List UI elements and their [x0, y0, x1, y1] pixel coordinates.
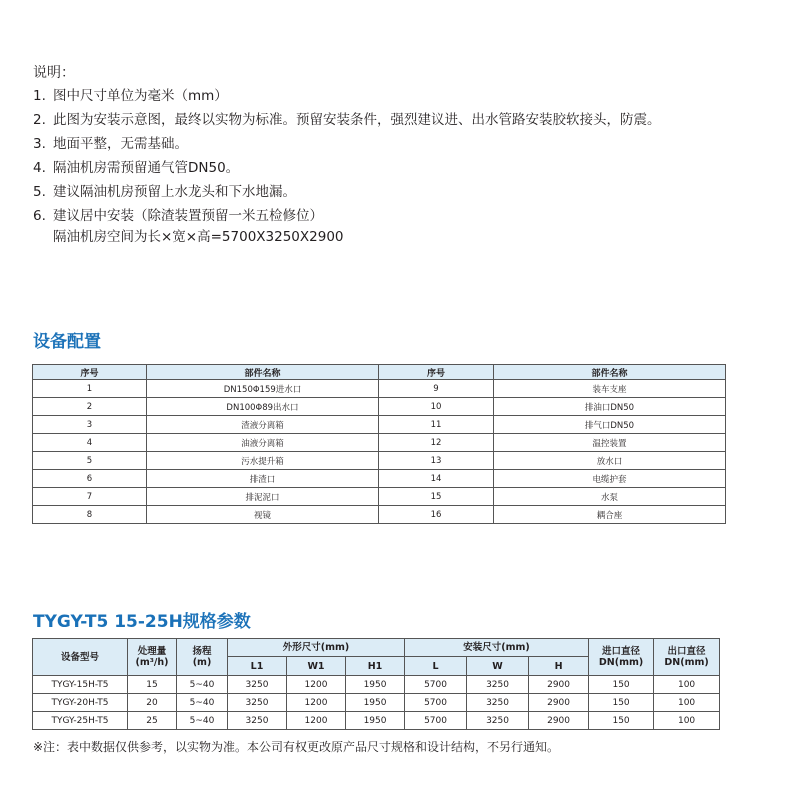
table-row: [33, 712, 720, 730]
header-model-label: 设备型号: [60, 651, 99, 663]
installation-notes: [33, 64, 773, 252]
header-capacity-label: 处理量: [137, 646, 167, 657]
equipment-section-title: 设备配置: [33, 332, 101, 352]
cell: 1950: [346, 712, 405, 730]
cell: 6: [33, 470, 147, 488]
cell: 4: [33, 434, 147, 452]
cell: 油液分离箱: [147, 434, 379, 452]
header-outlet-diameter: [654, 639, 720, 676]
cell: 5700: [405, 694, 467, 712]
cell: 装车支座: [494, 380, 726, 398]
table-row: [33, 506, 726, 524]
header-lift-unit: (m): [192, 657, 212, 668]
header-l: L: [405, 657, 467, 676]
header-inlet-label: 进口直径: [602, 646, 641, 657]
header-model: [33, 639, 128, 676]
cell: 9: [379, 380, 494, 398]
header-w: W: [467, 657, 529, 676]
note-item: [33, 159, 773, 183]
cell: 10: [379, 398, 494, 416]
spec-table: [32, 638, 720, 730]
cell: 3250: [467, 712, 529, 730]
header-part-name: 部件名称: [494, 365, 726, 380]
note-text: 地面平整，无需基础。: [53, 136, 188, 152]
cell: 5~40: [177, 712, 228, 730]
cell: 排泥泥口: [147, 488, 379, 506]
note-number: 4.: [33, 160, 46, 176]
cell: 8: [33, 506, 147, 524]
cell: 2900: [529, 694, 589, 712]
cell: 150: [589, 676, 654, 694]
room-dimensions-note: 隔油机房空间为长×宽×高=5700X3250X2900: [53, 229, 344, 245]
cell: 1950: [346, 676, 405, 694]
cell: 7: [33, 488, 147, 506]
table-row: [33, 434, 726, 452]
spec-section-title: TYGY-T5 15-25H规格参数: [33, 612, 251, 632]
header-inlet-diameter: [589, 639, 654, 676]
note-text: 建议隔油机房预留上水龙头和下水地漏。: [53, 184, 296, 200]
cell: 视镜: [147, 506, 379, 524]
cell: 15: [128, 676, 177, 694]
cell: 1: [33, 380, 147, 398]
cell: 150: [589, 712, 654, 730]
notes-title: 说明：: [33, 65, 75, 81]
equipment-header-row: [33, 365, 726, 380]
header-part-name: 部件名称: [147, 365, 379, 380]
cell: 放水口: [494, 452, 726, 470]
cell: TYGY-15H-T5: [33, 676, 128, 694]
header-index: 序号: [33, 365, 147, 380]
note-item: [33, 87, 773, 111]
note-number: 5.: [33, 184, 46, 200]
header-outer-dimensions: 外形尺寸(mm): [228, 639, 405, 657]
note-text: 图中尺寸单位为毫米（mm）: [53, 88, 228, 104]
cell: 14: [379, 470, 494, 488]
footnote: ※注：表中数据仅供参考，以实物为准。本公司有权更改原产品尺寸规格和设计结构，不另行通知。: [33, 740, 560, 754]
table-row: [33, 676, 720, 694]
cell: 排油口DN50: [494, 398, 726, 416]
note-item: [33, 183, 773, 207]
note-item: [33, 111, 773, 135]
cell: 2900: [529, 676, 589, 694]
header-w1: W1: [287, 657, 346, 676]
cell: 1200: [287, 676, 346, 694]
cell: 100: [654, 694, 720, 712]
header-outlet-label: 出口直径: [667, 646, 706, 657]
cell: DN100Φ89出水口: [147, 398, 379, 416]
note-number: 1.: [33, 88, 46, 104]
cell: 1200: [287, 694, 346, 712]
cell: 5~40: [177, 694, 228, 712]
note-number: 6.: [33, 208, 46, 224]
cell: 3250: [467, 676, 529, 694]
cell: 污水提升箱: [147, 452, 379, 470]
cell: 耦合座: [494, 506, 726, 524]
cell: 13: [379, 452, 494, 470]
cell: 3250: [467, 694, 529, 712]
header-h1: H1: [346, 657, 405, 676]
header-outlet-unit: DN(mm): [664, 657, 709, 668]
cell: 5700: [405, 676, 467, 694]
table-row: [33, 380, 726, 398]
header-capacity-unit: (m³/h): [135, 657, 169, 668]
header-inlet-unit: DN(mm): [598, 657, 644, 668]
cell: 渣液分离箱: [147, 416, 379, 434]
note-text: 此图为安装示意图，最终以实物为标准。预留安装条件，强烈建议进、出水管路安装胶软接头，防震。: [53, 112, 661, 128]
note-text: 建议居中安装（除渣装置预留一米五检修位）: [53, 208, 323, 224]
cell: 100: [654, 676, 720, 694]
header-index: 序号: [379, 365, 494, 380]
table-row: [33, 470, 726, 488]
cell: 12: [379, 434, 494, 452]
cell: DN150Φ159进水口: [147, 380, 379, 398]
table-row: [33, 452, 726, 470]
cell: 2900: [529, 712, 589, 730]
header-l1: L1: [228, 657, 287, 676]
cell: 25: [128, 712, 177, 730]
equipment-table: [32, 364, 726, 524]
cell: 100: [654, 712, 720, 730]
cell: 2: [33, 398, 147, 416]
cell: 排渣口: [147, 470, 379, 488]
cell: 16: [379, 506, 494, 524]
note-text: 隔油机房需预留通气管DN50。: [53, 160, 240, 176]
header-lift: [177, 639, 228, 676]
cell: 20: [128, 694, 177, 712]
cell: 3250: [228, 712, 287, 730]
table-row: [33, 398, 726, 416]
cell: 排气口DN50: [494, 416, 726, 434]
cell: 5~40: [177, 676, 228, 694]
cell: TYGY-20H-T5: [33, 694, 128, 712]
cell: 3250: [228, 676, 287, 694]
spec-header-row: [33, 639, 720, 657]
cell: 1950: [346, 694, 405, 712]
cell: 150: [589, 694, 654, 712]
cell: 3250: [228, 694, 287, 712]
header-h: H: [529, 657, 589, 676]
table-row: [33, 694, 720, 712]
cell: 5: [33, 452, 147, 470]
cell: 3: [33, 416, 147, 434]
cell: 11: [379, 416, 494, 434]
header-capacity: [128, 639, 177, 676]
cell: 5700: [405, 712, 467, 730]
note-item: [33, 135, 773, 159]
cell: 1200: [287, 712, 346, 730]
table-row: [33, 488, 726, 506]
cell: 水泵: [494, 488, 726, 506]
table-row: [33, 416, 726, 434]
note-number: 3.: [33, 136, 46, 152]
cell: 电缆护套: [494, 470, 726, 488]
header-lift-label: 扬程: [192, 646, 212, 657]
note-number: 2.: [33, 112, 46, 128]
cell: 15: [379, 488, 494, 506]
header-install-dimensions: 安装尺寸(mm): [405, 639, 589, 657]
cell: 温控装置: [494, 434, 726, 452]
cell: TYGY-25H-T5: [33, 712, 128, 730]
